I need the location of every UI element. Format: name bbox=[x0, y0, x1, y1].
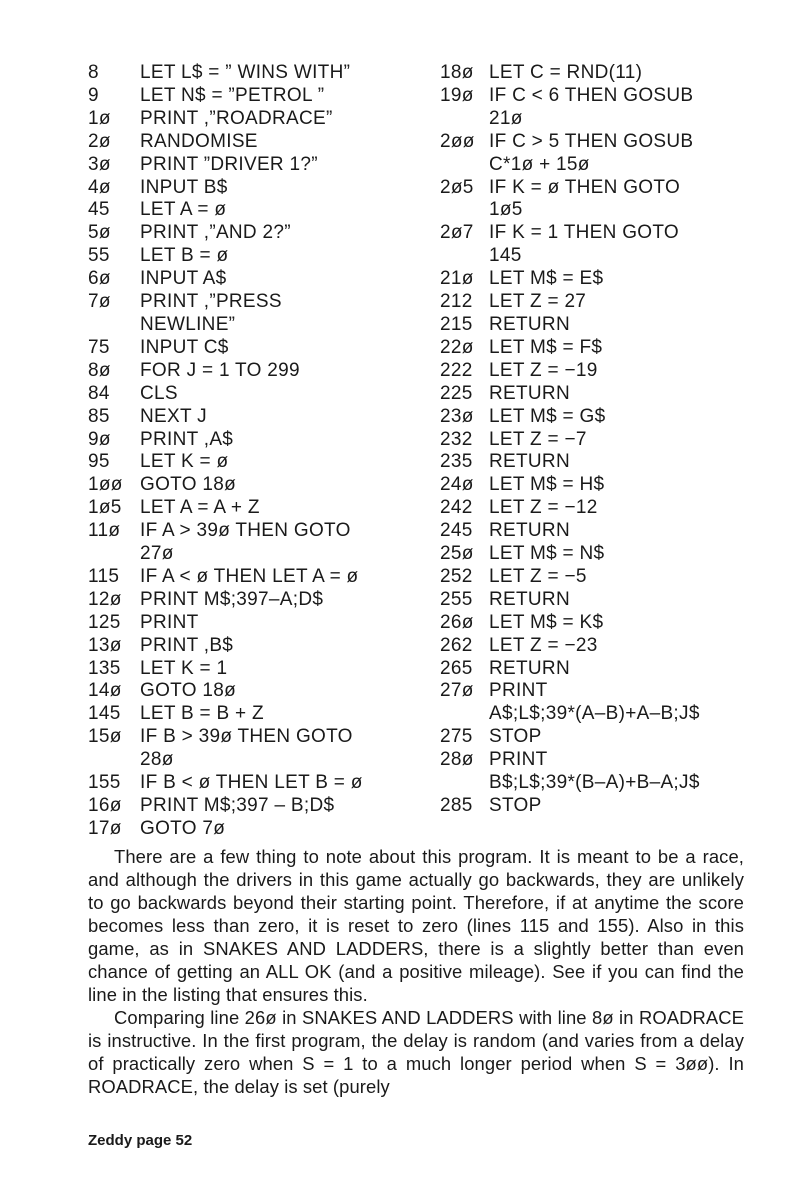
line-number: 45 bbox=[88, 199, 110, 221]
line-number: 135 bbox=[88, 657, 121, 679]
line-number: 8 bbox=[88, 62, 99, 83]
line-number: 252 bbox=[440, 565, 473, 587]
line-number bbox=[440, 703, 489, 726]
listing-line bbox=[88, 772, 448, 795]
line-code: LET Z = −12 bbox=[489, 497, 598, 519]
line-code: RETURN bbox=[489, 520, 570, 542]
paragraph-2: Comparing line 26ø in SNAKES AND LADDERS with line 8ø in ROADRACE is instructive. In the first program, the delay is random (and varies from a delay of practically zero when S = 1 to a much longer period when S = 3øø). In ROADRACE, the delay is set (purely bbox=[88, 1007, 744, 1097]
listing-line bbox=[440, 108, 770, 131]
line-number: 18ø bbox=[440, 62, 474, 83]
line-code: IF B > 39ø THEN GOTO bbox=[140, 726, 353, 748]
line-number: 95 bbox=[88, 451, 110, 473]
line-number: 212 bbox=[440, 291, 473, 313]
line-code: B$;L$;39*(B–A)+B–A;J$ bbox=[489, 772, 700, 794]
line-number: 21ø bbox=[440, 268, 474, 290]
listing-line bbox=[440, 268, 770, 291]
line-number: 265 bbox=[440, 657, 473, 679]
line-number: 2ø bbox=[88, 130, 111, 152]
line-code: LET M$ = E$ bbox=[489, 268, 604, 290]
line-number: 19ø bbox=[440, 84, 474, 106]
listing-line bbox=[88, 383, 448, 406]
listing-line bbox=[88, 154, 448, 177]
line-code: LET Z = 27 bbox=[489, 291, 587, 313]
line-code: FOR J = 1 TO 299 bbox=[140, 359, 300, 381]
listing-line bbox=[88, 497, 448, 520]
line-code: RETURN bbox=[489, 313, 570, 335]
line-code: LET K = ø bbox=[140, 451, 229, 473]
line-number: 7ø bbox=[88, 291, 111, 313]
listing-line bbox=[440, 520, 770, 543]
line-code: LET Z = −23 bbox=[489, 634, 598, 656]
line-code: PRINT M$;397 – B;D$ bbox=[140, 795, 335, 816]
listing-line bbox=[88, 749, 448, 772]
line-number: 14ø bbox=[88, 680, 122, 702]
line-code: LET M$ = G$ bbox=[489, 405, 606, 427]
line-number bbox=[88, 543, 140, 566]
line-number: 6ø bbox=[88, 268, 111, 290]
line-number bbox=[88, 749, 140, 772]
listing-line bbox=[440, 658, 770, 681]
listing-line bbox=[88, 360, 448, 383]
line-code: IF C > 5 THEN GOSUB bbox=[489, 130, 694, 152]
listing-line bbox=[88, 108, 448, 131]
program-listing-right-column bbox=[440, 62, 770, 818]
listing-line bbox=[88, 406, 448, 429]
line-number: 232 bbox=[440, 428, 473, 450]
line-code: RETURN bbox=[489, 657, 570, 679]
listing-line bbox=[88, 658, 448, 681]
listing-line bbox=[440, 497, 770, 520]
line-code: LET M$ = H$ bbox=[489, 474, 605, 496]
line-code: PRINT ,”AND 2?” bbox=[140, 222, 291, 244]
line-number: 55 bbox=[88, 245, 110, 267]
line-code: LET C = RND(11) bbox=[489, 62, 643, 83]
line-code: STOP bbox=[489, 726, 542, 748]
line-code: LET M$ = F$ bbox=[489, 336, 603, 358]
body-text bbox=[88, 845, 744, 1098]
line-number: 1ø bbox=[88, 107, 111, 129]
listing-line bbox=[440, 360, 770, 383]
listing-line bbox=[88, 222, 448, 245]
line-number: 12ø bbox=[88, 588, 122, 610]
listing-line bbox=[88, 726, 448, 749]
listing-line bbox=[440, 314, 770, 337]
listing-line bbox=[440, 383, 770, 406]
listing-line bbox=[88, 474, 448, 497]
line-number: 85 bbox=[88, 405, 110, 427]
listing-line bbox=[88, 589, 448, 612]
listing-line bbox=[88, 543, 448, 566]
line-number: 25ø bbox=[440, 543, 474, 565]
listing-line bbox=[88, 520, 448, 543]
listing-line bbox=[88, 199, 448, 222]
listing-line bbox=[440, 337, 770, 360]
line-number: 24ø bbox=[440, 474, 474, 496]
line-code: LET K = 1 bbox=[140, 657, 228, 679]
line-code: IF C < 6 THEN GOSUB bbox=[489, 84, 694, 106]
line-code: LET Z = −7 bbox=[489, 428, 587, 450]
line-code: LET Z = −5 bbox=[489, 565, 587, 587]
listing-line bbox=[440, 474, 770, 497]
listing-line bbox=[440, 406, 770, 429]
line-number: 4ø bbox=[88, 176, 111, 198]
line-code: INPUT C$ bbox=[140, 336, 229, 358]
line-code: PRINT ,B$ bbox=[140, 634, 234, 656]
listing-line bbox=[440, 680, 770, 703]
line-number bbox=[440, 772, 489, 795]
line-number: 11ø bbox=[88, 520, 121, 542]
line-code: INPUT B$ bbox=[140, 176, 228, 198]
listing-line bbox=[88, 268, 448, 291]
line-code: PRINT bbox=[140, 611, 199, 633]
listing-line bbox=[440, 177, 770, 200]
line-code: A$;L$;39*(A–B)+A–B;J$ bbox=[489, 703, 700, 725]
line-number: 9 bbox=[88, 84, 99, 106]
line-code: GOTO 7ø bbox=[140, 817, 226, 839]
line-code: GOTO 18ø bbox=[140, 680, 237, 702]
listing-line bbox=[88, 818, 448, 841]
line-number: 155 bbox=[88, 772, 121, 794]
line-code: RANDOMISE bbox=[140, 130, 258, 152]
line-number: 262 bbox=[440, 634, 473, 656]
line-code: IF K = ø THEN GOTO bbox=[489, 176, 681, 198]
listing-line bbox=[88, 703, 448, 726]
line-number: 84 bbox=[88, 382, 110, 404]
line-code: LET M$ = N$ bbox=[489, 543, 605, 565]
listing-line bbox=[440, 291, 770, 314]
line-number: 9ø bbox=[88, 428, 111, 450]
line-number: 255 bbox=[440, 588, 473, 610]
line-code: NEWLINE” bbox=[140, 313, 236, 335]
line-number: 28ø bbox=[440, 749, 474, 771]
line-number: 115 bbox=[88, 565, 120, 587]
listing-line bbox=[440, 429, 770, 452]
line-code: NEXT J bbox=[140, 405, 207, 427]
line-number: 17ø bbox=[88, 817, 122, 839]
line-code: LET A = A + Z bbox=[140, 497, 260, 519]
line-code: 145 bbox=[489, 245, 522, 267]
listing-line bbox=[440, 749, 770, 772]
listing-line bbox=[88, 62, 448, 85]
line-code: RETURN bbox=[489, 451, 570, 473]
line-code: RETURN bbox=[489, 382, 570, 404]
line-number: 23ø bbox=[440, 405, 474, 427]
listing-line bbox=[88, 291, 448, 314]
line-number: 2ø5 bbox=[440, 176, 474, 198]
line-code: PRINT bbox=[489, 749, 548, 771]
line-number: 1ø5 bbox=[88, 497, 122, 519]
line-code: IF K = 1 THEN GOTO bbox=[489, 222, 679, 244]
line-number: 5ø bbox=[88, 222, 111, 244]
line-number: 15ø bbox=[88, 726, 122, 748]
listing-line bbox=[440, 222, 770, 245]
paragraph-1: There are a few thing to note about this program. It is meant to be a race, and although the drivers in this game actually go backwards, they are unlikely to go backwards beyond their starting point. Therefore, if at anytime the score becomes less than zero, it is reset to zero (lines 115 and 155). Also in this game, as in SNAKES AND LADDERS, there is a slightly better than even chance of getting an ALL OK (and a positive mileage). See if you can find the line in the listing that ensures this. bbox=[88, 846, 744, 1005]
line-code: PRINT M$;397–A;D$ bbox=[140, 588, 324, 610]
listing-line bbox=[440, 566, 770, 589]
line-code: LET N$ = ”PETROL ” bbox=[140, 84, 325, 106]
line-number: 285 bbox=[440, 795, 473, 816]
listing-line bbox=[88, 612, 448, 635]
line-number: 2øø bbox=[440, 130, 475, 152]
line-number: 26ø bbox=[440, 611, 474, 633]
line-code: IF B < ø THEN LET B = ø bbox=[140, 772, 363, 794]
line-number: 215 bbox=[440, 313, 473, 335]
line-number bbox=[440, 199, 489, 222]
line-code: PRINT ”DRIVER 1?” bbox=[140, 153, 318, 175]
line-number: 22ø bbox=[440, 336, 474, 358]
line-number: 8ø bbox=[88, 359, 111, 381]
listing-line bbox=[440, 154, 770, 177]
line-code: 21ø bbox=[489, 107, 523, 129]
listing-line bbox=[88, 177, 448, 200]
line-code: IF A > 39ø THEN GOTO bbox=[140, 520, 351, 542]
listing-line bbox=[440, 726, 770, 749]
line-number: 275 bbox=[440, 726, 473, 748]
line-code: RETURN bbox=[489, 588, 570, 610]
listing-line bbox=[88, 635, 448, 658]
listing-line bbox=[440, 199, 770, 222]
listing-line bbox=[440, 62, 770, 85]
line-number: 145 bbox=[88, 703, 121, 725]
listing-line bbox=[440, 795, 770, 818]
listing-line bbox=[88, 429, 448, 452]
listing-line bbox=[440, 543, 770, 566]
line-number: 245 bbox=[440, 520, 473, 542]
line-number: 222 bbox=[440, 359, 473, 381]
line-number: 235 bbox=[440, 451, 473, 473]
line-number: 3ø bbox=[88, 153, 111, 175]
line-code: 28ø bbox=[140, 749, 174, 771]
line-code: C*1ø + 15ø bbox=[489, 153, 590, 175]
line-code: LET B = B + Z bbox=[140, 703, 264, 725]
line-number: 27ø bbox=[440, 680, 474, 702]
listing-line bbox=[88, 680, 448, 703]
listing-line bbox=[440, 703, 770, 726]
listing-line bbox=[88, 85, 448, 108]
listing-line bbox=[440, 589, 770, 612]
line-number bbox=[88, 314, 140, 337]
line-number: 1øø bbox=[88, 474, 123, 496]
line-number: 16ø bbox=[88, 795, 122, 816]
line-code: 27ø bbox=[140, 543, 174, 565]
listing-line bbox=[88, 795, 448, 818]
listing-line bbox=[440, 635, 770, 658]
listing-line bbox=[88, 131, 448, 154]
listing-line bbox=[440, 245, 770, 268]
line-code: 1ø5 bbox=[489, 199, 523, 221]
line-number bbox=[440, 245, 489, 268]
page-footer: Zeddy page 52 bbox=[88, 1132, 193, 1149]
program-listing-left-column bbox=[88, 62, 448, 841]
line-code: LET A = ø bbox=[140, 199, 227, 221]
line-number: 2ø7 bbox=[440, 222, 474, 244]
line-number: 13ø bbox=[88, 634, 122, 656]
line-number: 125 bbox=[88, 611, 121, 633]
listing-line bbox=[440, 85, 770, 108]
line-number: 242 bbox=[440, 497, 473, 519]
line-code: PRINT ,A$ bbox=[140, 428, 234, 450]
line-code: LET M$ = K$ bbox=[489, 611, 604, 633]
line-code: LET L$ = ” WINS WITH” bbox=[140, 62, 351, 83]
line-code: CLS bbox=[140, 382, 178, 404]
line-number bbox=[440, 154, 489, 177]
listing-line bbox=[440, 612, 770, 635]
line-code: IF A < ø THEN LET A = ø bbox=[140, 565, 359, 587]
line-code: STOP bbox=[489, 795, 542, 816]
listing-line bbox=[440, 772, 770, 795]
line-code: INPUT A$ bbox=[140, 268, 227, 290]
line-code: PRINT ,”ROADRACE” bbox=[140, 107, 333, 129]
line-number: 75 bbox=[88, 336, 110, 358]
line-code: PRINT bbox=[489, 680, 548, 702]
line-code: GOTO 18ø bbox=[140, 474, 237, 496]
listing-line bbox=[88, 566, 448, 589]
listing-line bbox=[88, 451, 448, 474]
listing-line bbox=[88, 314, 448, 337]
listing-line bbox=[88, 245, 448, 268]
listing-line bbox=[88, 337, 448, 360]
line-code: PRINT ,”PRESS bbox=[140, 291, 282, 313]
line-number: 225 bbox=[440, 382, 473, 404]
line-code: LET B = ø bbox=[140, 245, 229, 267]
listing-line bbox=[440, 451, 770, 474]
line-code: LET Z = −19 bbox=[489, 359, 598, 381]
line-number bbox=[440, 108, 489, 131]
listing-line bbox=[440, 131, 770, 154]
